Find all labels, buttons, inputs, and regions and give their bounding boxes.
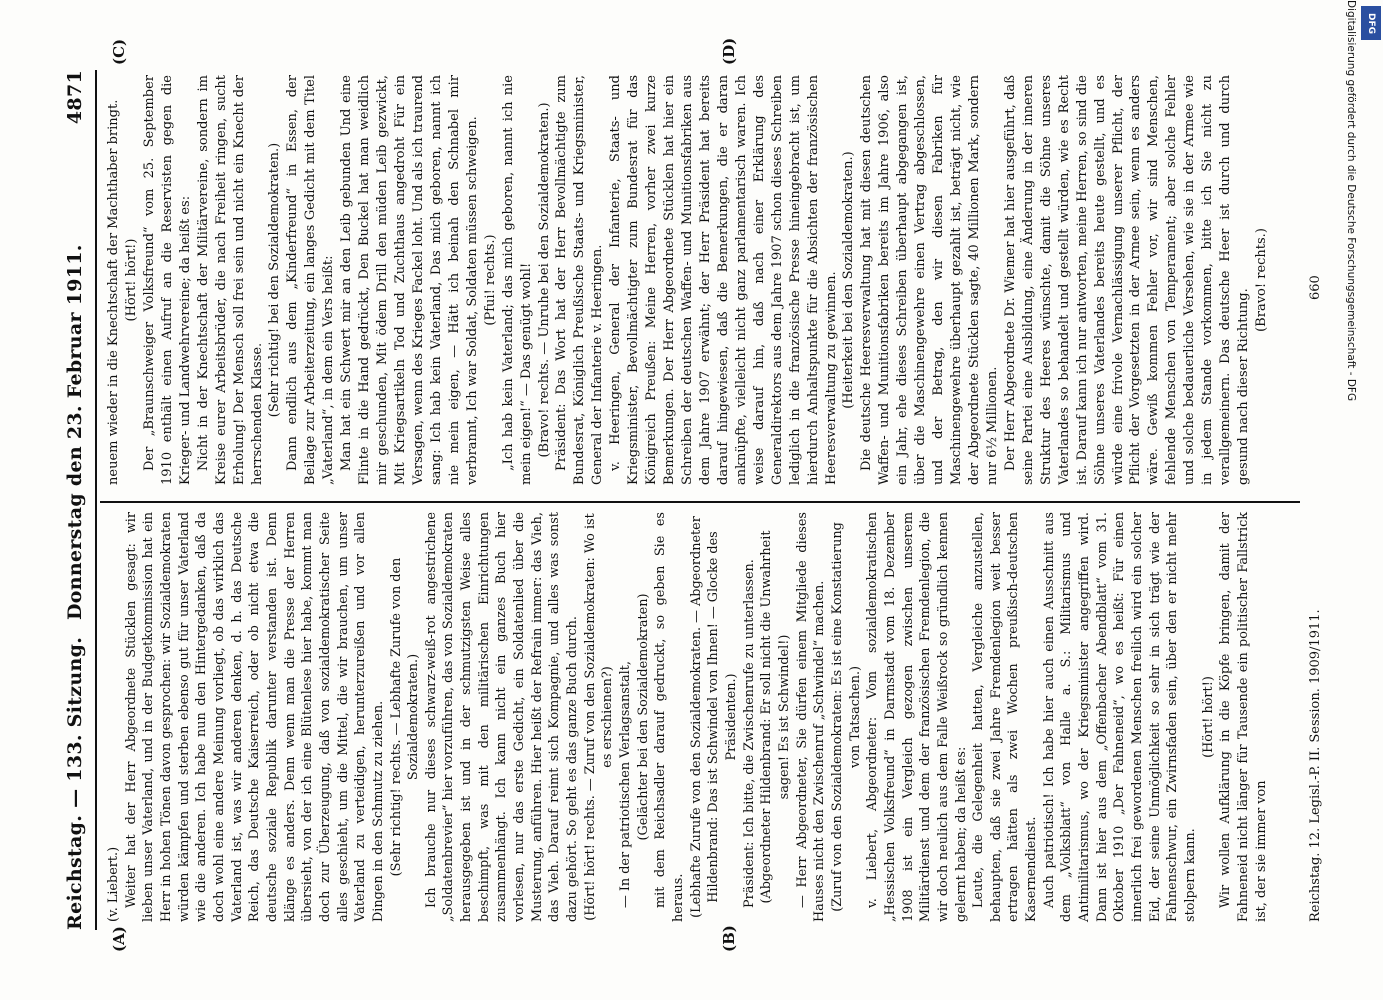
header-rule — [95, 70, 97, 930]
paragraph: Leute, die Gelegenheit hatten, Vergleiche anzustellen, behaupten, daß sie zwei Jahre Fremdenlegion weit besser ertragen hätten als zwei Wochen preußisch-deutschen Kasernendienst. — [971, 512, 1040, 922]
footer-session: Reichstag. 12. Legisl.-P. II. Session. 1909/1911. — [1308, 609, 1323, 922]
paragraph: (Zuruf von den Sozialdemokraten: Es ist eine Konstatierung von Tatsachen.) — [829, 522, 863, 912]
paragraph: (Sehr richtig! rechts. — Lebhafte Zurufe von den Sozialdemokraten.) — [388, 557, 422, 877]
paragraph: — Herr Abgeordneter, Sie dürfen einem Mitgliede dieses Hauses nicht den Zwischenruf „Schwindel“ machen. — [794, 512, 828, 922]
paragraph: (Sehr richtig! bei den Sozialdemokraten.) — [267, 142, 283, 418]
paragraph: Dann endlich aus dem „Kinderfreund“ in Essen, der Beilage zur Arbeiterzeitung, ein langes Gedicht mit dem Titel „Vaterland“, in dem ein Vers heißt: — [285, 75, 337, 485]
paragraph: neuem wieder in die Knechtschaft der Machthaber bringt. — [106, 99, 121, 485]
paragraph: (Hört! hört! rechts. — Zuruf von den Sozialdemokraten: Wo ist es erschienen?) — [582, 513, 616, 921]
paragraph: Der Herr Abgeordnete Dr. Wiemer hat hier ausgeführt, daß seine Partei eine Ausbildung, eine Änderung in der inneren Struktur des Heeres wünschte, damit die Söhne unseres Vaterlandes so behandelt und gestellt würden, wie es Recht ist. Darauf kann ich nur antworten, meine Herren, so sind die Söhne unseres Vaterlandes bereits heute gestellt, und es würde eine frivole Vernachlässigung unserer Pflicht, der Pflicht der Vorgesetzten in der Armee sein, wenn es anders wäre. Gewiß kommen Fehler vor, wir sind Menschen, fehlende Menschen von Temperament; aber solche Fehler und solche bedauerliche Versehen, wie sie in der Armee wie in jedem Stande vorkommen, bitte ich Sie nicht zu verallgemeinern. Das deutsche Heer ist durch und durch gesund nach dieser Richtung. — [1002, 75, 1252, 485]
paragraph: (v. Liebert.) — [106, 846, 121, 922]
paragraph: Man hat ein Schwert mir an den Leib gebunden Und eine Flinte in die Hand gedrückt, Den Buckel hat man weidlich mir geschunden, Mit ödem Drill den müden Leib gezwickt, Mit Kriegsartikeln Tod und Zuchthaus angedroht Für ein Versagen, wenn des Krieges Fackel loht. Und als ich traurend sang: Ich hab kein Vaterland, Das mich geboren, nannt ich nie mein eigen, — Hätt ich beinah den Schnabel mir verbrannt, Ich war Soldat, Soldaten müssen schweigen. — [339, 75, 480, 485]
paragraph: — In der patriotischen Verlagsanstalt, — [618, 661, 634, 908]
margin-letter-c: (C) — [110, 38, 128, 65]
paragraph: v. Liebert, Abgeordneter: Vom sozialdemokratischen „Hessischen Volksfreund“ in Darmstadt vom 18. Dezember 1908 ist ein Vergleich gezogen zwischen unserem Militärdienst und dem der französischen Fremdenlegion, die wir doch neulich aus dem Falle Weißrock so gründlich kennen gelernt haben; da heißt es: — [865, 512, 969, 922]
digitization-note: Digitalisierung gefördert durch die Deutsche Forschungsgemeinschaft - DFG — [1345, 0, 1357, 402]
paragraph: Weiter hat der Herr Abgeordnete Stücklen gesagt: wir lieben unser Vaterland, und in der Budgetkommission hat ein Herr in hohen Tönen davon gesprochen: wir Sozialdemokraten würden kämpfen und sterben ebenso gut für unser Vaterland wie die anderen. Ich habe nun den Hintergedanken, daß da doch wohl eine andere Meinung vorliegt, ob das wirklich das Vaterland ist, was wir anderen denken, d. h. das Deutsche Reich, das Deutsche Kaiserreich, oder ob nicht etwa die deutsche soziale Republik darunter verstanden ist. Denn klänge es anders. Denn wenn man die Presse der Herren übersieht, von der ich eine Blütenlese hier habe, kommt man doch zur Überzeugung, daß von sozialdemokratischer Seite alles geschieht, um die Mittel, die wir brauchen, um unser Vaterland zu verteidigen, herunterzureißen und vor allen Dingen in den Schmutz zu ziehen. — [123, 512, 386, 922]
header-left: Reichstag. — 133. Sitzung. — [64, 636, 86, 930]
right-column — [105, 75, 1271, 485]
column-divider — [100, 501, 1300, 503]
paragraph: (Pfui! rechts.) — [482, 234, 498, 326]
paragraph: Auch patriotisch! Ich habe hier auch einen Ausschnitt aus dem „Volksblatt“ von Halle a. S.: Militarismus und Antimilitarismus, wo der Kriegsminister angegriffen wird. Dann ist hier aus dem „Offenbacher Abendblatt“ vom 31. Oktober 1910 „Der Fahneneid“, wo es heißt: Für einen innerlich frei gewordenen Menschen freilich wird ein solcher Eid, der seine Unmöglichkeit so sehr in sich trägt wie der Fahnenschwur, ein Zwirnsfaden sein, über den er nicht mehr stolpern kann. — [1041, 512, 1199, 922]
paragraph: (Heiterkeit bei den Sozialdemokraten.) — [841, 151, 857, 409]
margin-letter-a: (A) — [110, 926, 128, 952]
footer-signature: 660 — [1308, 275, 1323, 300]
paragraph: „Ich hab kein Vaterland; das mich geboren, nannt ich nie mein eigen!“ — Das genügt wohl! — [500, 75, 534, 485]
paragraph: Wir wollen Aufklärung in die Köpfe bringen, damit der Fahneneid nicht länger für Tausende ein politischer Fallstrick ist, der sie immer von — [1218, 512, 1269, 922]
paragraph: (Gelächter bei den Sozialdemokraten) — [635, 593, 651, 841]
paragraph: (Hört! hört!) — [123, 238, 139, 322]
dfg-logo: DFG — [1361, 6, 1381, 40]
paragraph: mit dem Reichsadler darauf gedruckt, so geben Sie es heraus. — [653, 512, 686, 922]
paragraph: (Bravo! rechts. — Unruhe bei den Sozialdemokraten.) — [536, 102, 552, 458]
paragraph: (Bravo! rechts.) — [1254, 228, 1269, 332]
paragraph: Präsident: Ich bitte, die Zwischenrufe zu unterlassen. — [741, 559, 757, 908]
header-center: Donnerstag den 23. Februar 1911. — [64, 244, 86, 620]
paragraph: Der „Braunschweiger Volksfreund“ vom 25. September 1910 enthält einen Aufruf an die Reservisten gegen die Krieger- und Landwehrvereine; da heißt es: — [141, 75, 193, 485]
paragraph: Ich brauche nur dieses schwarz-weiß-rot angestrichene „Soldatenbrevier“ hier vorzuführen, das von Sozialdemokraten herausgegeben ist und in der schmutzigsten Weise alles beschimpft, was mit den militärischen Einrichtungen zusammenhängt. Ich kann nicht ein ganzes Buch hier vorlesen, nur das erste Gedicht, ein Soldatenlied über die Musterung, anführen. Hier heißt der Refrain immer: das Vieh, das Vieh. Darauf reimt sich Kompagnie, und alles was sonst dazu gehört. So geht es das ganze Buch durch. — [423, 512, 581, 922]
margin-letter-d: (D) — [720, 37, 738, 65]
margin-letter-b: (B) — [720, 925, 738, 952]
paragraph: (Lebhafte Zurufe von den Sozialdemokraten. — Abgeordneter Hildenbrand: Das ist Schwindel von Ihnen! — Glocke des Präsidenten.) — [688, 516, 739, 918]
page-number: 4871 — [64, 70, 86, 125]
paragraph: v. Heeringen, General der Infanterie, Staats- und Kriegsminister, Bevollmächtigter zum Bundesrat für das Königreich Preußen: Meine Herren, vorher zwei kurze Bemerkungen. Der Herr Abgeordnete Stücklen hat hier ein Schreiben der deutschen Waffen- und Munitionsfabriken aus dem Jahre 1907 erwähnt; der Herr Präsident hat bereits darauf hingewiesen, daß die Bemerkungen, die er daran anknüpfte, vielleicht nicht ganz parlamentarisch waren. Ich weise darauf hin, daß nach einer Erklärung des Generaldirektors aus dem Jahre 1907 schon dieses Schreiben lediglich in die französische Presse hineingebracht ist, um hierdurch Anhaltspunkte für die Absichten der französischen Heeresverwaltung zu gewinnen. — [608, 75, 839, 485]
paragraph: Die deutsche Heeresverwaltung hat mit diesen deutschen Waffen- und Munitionsfabriken bereits im Jahre 1906, also ein Jahr, ehe dieses Schreiben überhaupt abgegangen ist, über die Maschinengewehre einen Vertrag abgeschlossen, und der Betrag, den wir diesen Fabriken für Maschinengewehre überhaupt gezahlt ist, beträgt nicht, wie der Abgeordnete Stücklen sagte, 40 Millionen Mark, sondern nur 6½ Millionen. — [859, 75, 1000, 485]
left-column — [105, 512, 1270, 922]
paragraph: Nicht in der Knechtschaft der Militärvereine, sondern im Kreise eurer Arbeitsbrüder, die nach Freiheit ringen, sucht Erholung! Der Mensch soll frei sein und nicht ein Knecht der herrschenden Klasse. — [195, 75, 265, 485]
page-header — [58, 70, 92, 930]
paragraph: (Abgeordneter Hildenbrand: Er soll nicht die Unwahrheit sagen! Es ist Schwindel!) — [759, 530, 792, 904]
paragraph: Präsident: Das Wort hat der Herr Bevollmächtigte zum Bundesrat, Königlich Preußische Staats- und Kriegsminister, General der Infanterie v. Heeringen. — [554, 75, 606, 485]
paragraph: (Hört! hört!) — [1200, 676, 1216, 758]
